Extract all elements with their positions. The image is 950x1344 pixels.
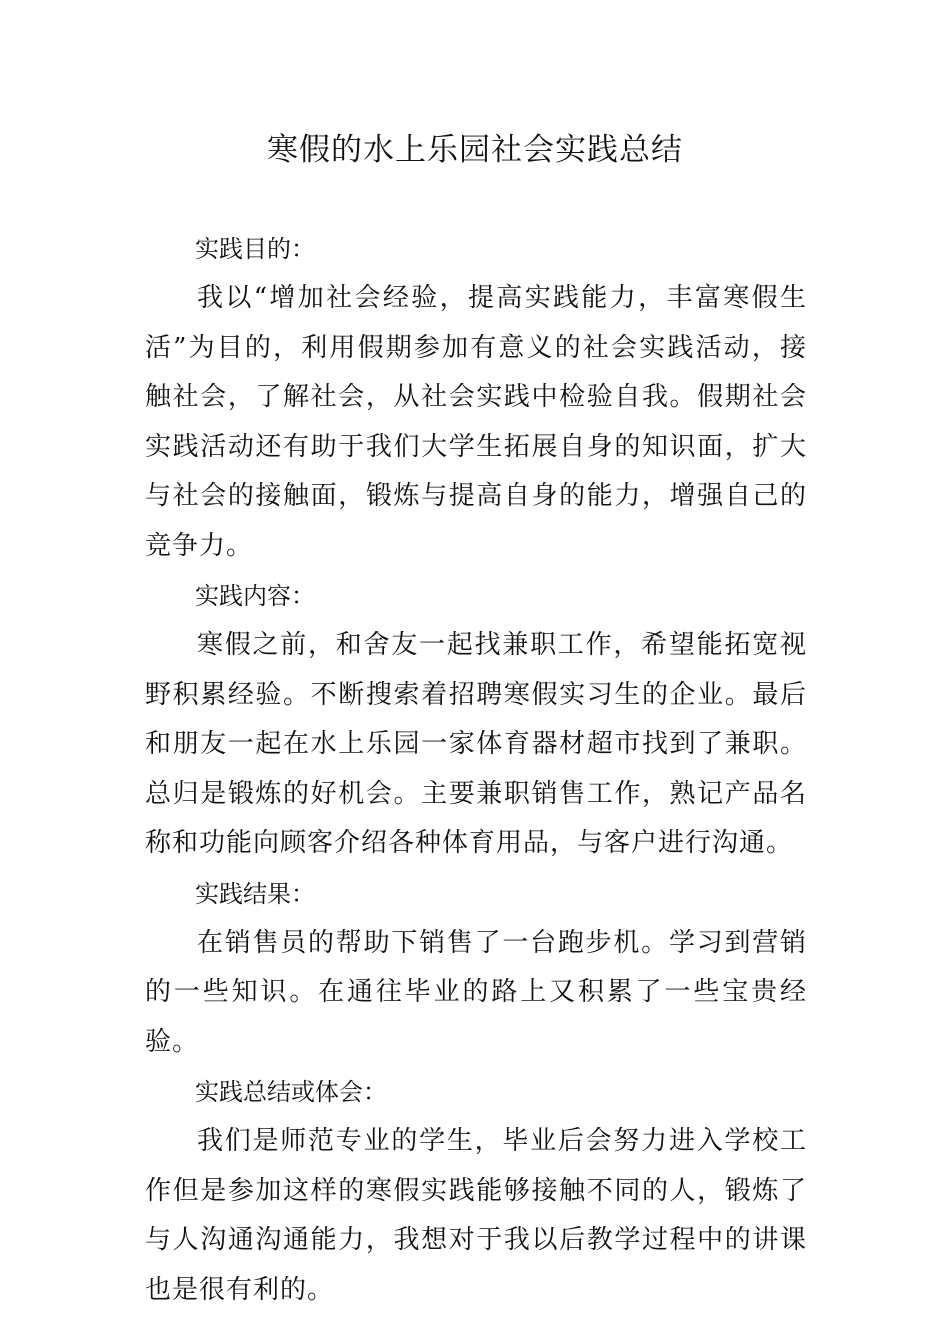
document-body xyxy=(145,224,807,1315)
section-paragraph-result: 在销售员的帮助下销售了一台跑步机。学习到营销的一些知识。在通往毕业的路上又积累了一些宝贵经验。 xyxy=(145,927,807,1057)
section-heading-summary: 实践总结或体会： xyxy=(195,1078,387,1106)
section-heading-content: 实践内容： xyxy=(195,582,315,610)
section-paragraph-purpose: 我以“增加社会经验，提高实践能力，丰富寒假生活”为目的，利用假期参加有意义的社会实践活动，接触社会，了解社会，从社会实践中检验自我。假期社会实践活动还有助于我们大学生拓展自身的知识面，扩大与社会的接触面，锻炼与提高自身的能力，增强自己的竞争力。 xyxy=(145,283,807,561)
section-paragraph-summary: 我们是师范专业的学生，毕业后会努力进入学校工作但是参加这样的寒假实践能够接触不同的人，锻炼了与人沟通沟通能力，我想对于我以后教学过程中的讲课也是很有利的。 xyxy=(145,1126,807,1305)
document-title: 寒假的水上乐园社会实践总结 xyxy=(267,132,683,168)
section-heading-purpose: 实践目的： xyxy=(195,235,315,263)
section-heading-result: 实践结果： xyxy=(195,879,315,908)
section-paragraph-content: 寒假之前，和舍友一起找兼职工作，希望能拓宽视野积累经验。不断搜索着招聘寒假实习生的企业。最后和朋友一起在水上乐园一家体育器材超市找到了兼职。总归是锻炼的好机会。主要兼职销售工作，熟记产品名称和功能向顾客介绍各种体育用品，与客户进行沟通。 xyxy=(145,630,807,858)
